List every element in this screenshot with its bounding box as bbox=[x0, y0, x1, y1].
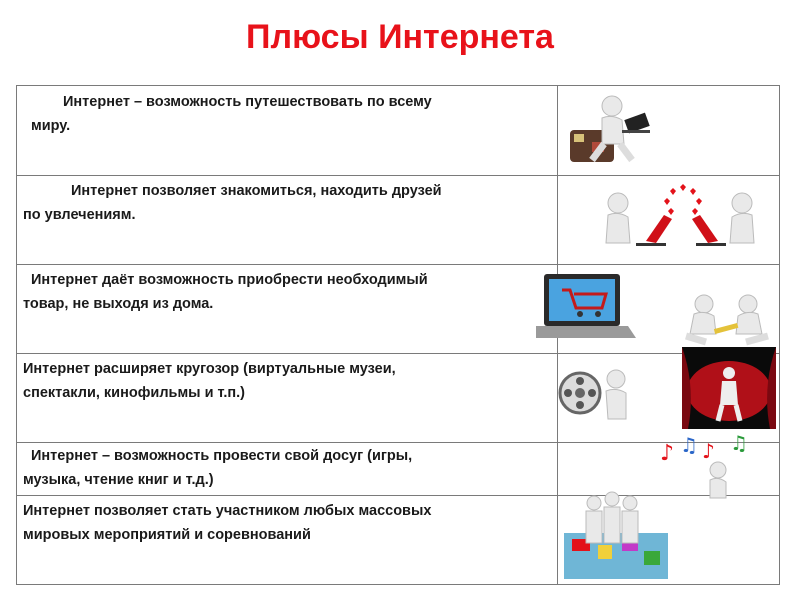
svg-text:♪: ♪ bbox=[702, 439, 715, 463]
row-line-1: Интернет расширяет кругозор (виртуальные музеи, bbox=[23, 361, 396, 377]
people-sitting-icon bbox=[676, 292, 776, 350]
row-text-cell bbox=[17, 264, 558, 353]
row-text-cell bbox=[17, 442, 558, 495]
row-text-cell bbox=[17, 353, 558, 442]
table-row bbox=[17, 264, 779, 354]
table-row bbox=[17, 495, 779, 584]
row-text-cell bbox=[17, 495, 558, 584]
page-title: Плюсы Интернета bbox=[246, 18, 554, 56]
row-line-2: спектакли, кинофильмы и т.п.) bbox=[23, 385, 245, 401]
row-text bbox=[23, 90, 543, 138]
benefits-table bbox=[16, 85, 780, 585]
table-row bbox=[17, 434, 779, 496]
row-text-cell bbox=[17, 86, 558, 175]
row-text bbox=[23, 499, 543, 547]
row-line-2: товар, не выходя из дома. bbox=[23, 296, 214, 312]
row-image-cell bbox=[558, 434, 779, 495]
row-line-1: Интернет позволяет знакомиться, находить друзей bbox=[71, 183, 442, 199]
row-line-1: Интернет даёт возможность приобрести необходимый bbox=[31, 272, 428, 288]
row-line-2: по увлечениям. bbox=[23, 207, 136, 223]
theater-stage-icon bbox=[682, 347, 776, 429]
row-line-2: миру. bbox=[31, 118, 71, 134]
row-line-1: Интернет – возможность путешествовать по всему bbox=[63, 94, 432, 110]
svg-text:♫: ♫ bbox=[730, 434, 748, 455]
row-line-1: Интернет позволяет стать участником любых массовых bbox=[23, 503, 432, 519]
row-text bbox=[23, 268, 543, 316]
crowd-figures-icon bbox=[564, 489, 674, 583]
svg-text:♪: ♪ bbox=[660, 441, 675, 466]
row-image-cell bbox=[558, 175, 779, 264]
row-line-2: музыка, чтение книг и т.д.) bbox=[23, 472, 214, 488]
person-laptop-suitcase-icon bbox=[552, 86, 660, 172]
row-image-cell bbox=[558, 495, 779, 584]
row-image-cell bbox=[558, 353, 779, 442]
row-image-cell bbox=[558, 264, 779, 353]
row-line-2: мировых мероприятий и соревнований bbox=[23, 527, 311, 543]
row-text bbox=[23, 179, 543, 227]
row-text-cell bbox=[17, 175, 558, 264]
people-laptops-hearts-icon bbox=[600, 181, 760, 259]
table-row bbox=[17, 175, 779, 265]
row-text bbox=[23, 444, 543, 492]
film-reel-icon bbox=[556, 363, 636, 425]
laptop-cart-icon bbox=[536, 268, 636, 346]
table-row bbox=[17, 86, 779, 176]
row-image-cell bbox=[558, 86, 779, 175]
row-text bbox=[23, 357, 543, 405]
row-line-1: Интернет – возможность провести свой досуг (игры, bbox=[31, 448, 413, 464]
table-row bbox=[17, 353, 779, 443]
svg-text:♫: ♫ bbox=[680, 434, 698, 457]
